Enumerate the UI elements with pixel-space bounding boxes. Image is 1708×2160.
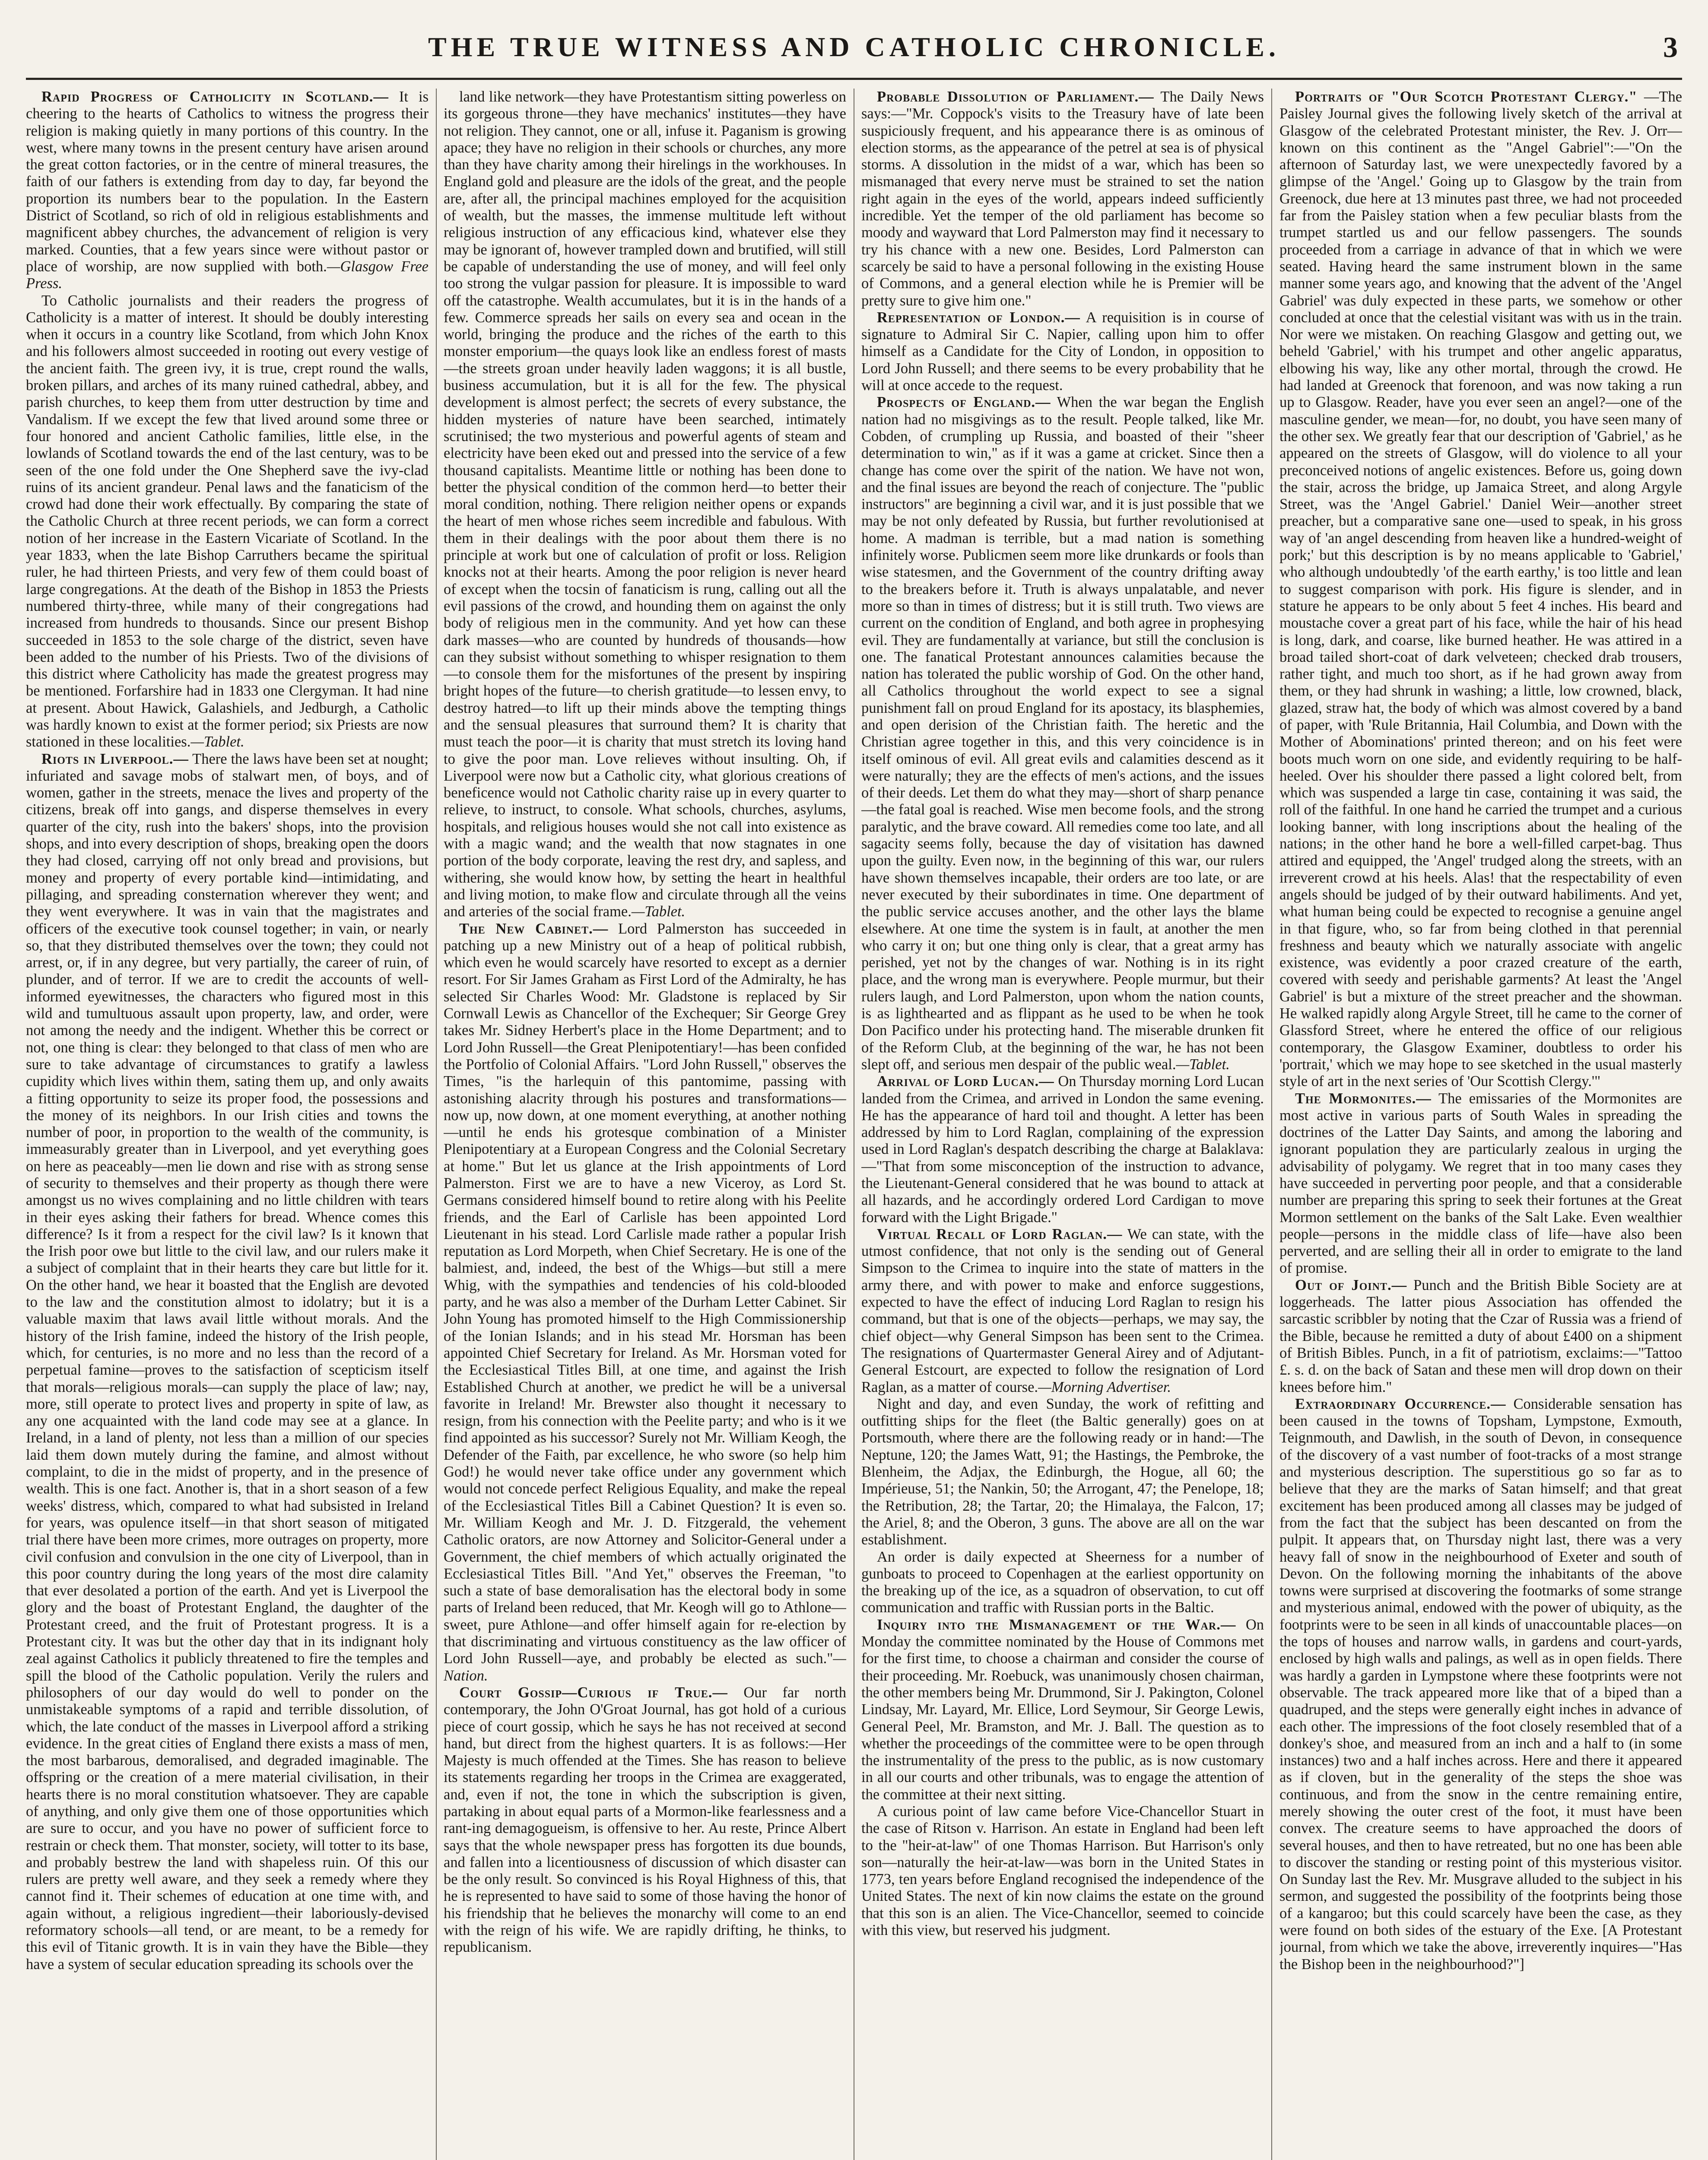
article: [26, 751, 429, 1973]
article-paragraph: [861, 1396, 1264, 1549]
article-heading: Representation of London.—: [877, 309, 1080, 326]
article-paragraph: [444, 89, 846, 921]
article: [444, 89, 846, 921]
article: [1279, 89, 1682, 1090]
newspaper-title: THE TRUE WITNESS AND CATHOLIC CHRONICLE.: [428, 32, 1280, 62]
article-heading: Out of Joint.—: [1295, 1277, 1407, 1293]
column-4: [1279, 89, 1682, 2160]
article-heading: Riots in Liverpool.—: [41, 750, 189, 767]
article-body: The Daily News says:—"Mr. Coppock's visits to the Treasury have of late been suspiciously frequent, and his appearance there is as ominous of election storms, as the appearance of the petrel at sea is of physical storms. A dissolution in the midst of a war, which has been so mismanaged that every nerve must be strained to set the nation right again in the eyes of the world, appears indeed sufficiently incredible. Yet the temper of the old parliament has become so moody and wayward that Lord Palmerston may find it necessary to try his chance with a new one. Besides, Lord Palmerston can scarcely be said to have a personal following in the existing House of Commons, and a general election while he is Premier will be pretty sure to give him one.": [861, 89, 1264, 309]
article-paragraph: [26, 751, 429, 1973]
column-rule: [436, 89, 437, 2160]
article-heading: Virtual Recall of Lord Raglan.—: [877, 1226, 1123, 1242]
article-body: An order is daily expected at Sheerness for a number of gunboats to proceed to Copenhagen at the earliest opportunity on the breaking up of the ice, as a squadron of observation, to cut off communication and traffic with Russian ports in the Baltic.: [861, 1548, 1264, 1616]
article: [861, 1226, 1264, 1396]
article-heading: Rapid Progress of Catholicity in Scotland.—: [41, 89, 389, 105]
columns-area: [26, 89, 1682, 2160]
article-source: —Tablet.: [631, 903, 686, 920]
article-heading: The Mormonites.—: [1295, 1090, 1432, 1107]
article-body: On Thursday morning Lord Lucan landed from the Crimea, and arrived in London the same evening. He has the appearance of hard toil and thought. A letter has been addressed by him to Lord Raglan, complaining of the expression used in Lord Raglan's despatch describing the charge at Balaklava:—"That from some misconception of the instruction to advance, the Lieutenant-General considered that he was bound to attack at all hazards, and he accordingly ordered Lord Cardigan to move forward with the Light Brigade.": [861, 1073, 1264, 1226]
article-body: A curious point of law came before Vice-Chancellor Stuart in the case of Ritson v. Harrison. An estate in England had been left to the "heir-at-law" of one Thomas Harrison. But Harrison's only son—naturally the heir-at-law—was born in the United States in 1773, ten years before England recognised the independence of the United States. The next of kin now claims the estate on the ground that this son is an alien. The Vice-Chancellor, seemed to coincide with this view, but reserved his judgment.: [861, 1803, 1264, 1939]
article-body: land like network—they have Protestantism sitting powerless on its gorgeous throne—they have mechanics' institutes—they have not religion. They cannot, one or all, infuse it. Paganism is growing apace; they have no religion in their schools or churches, any more than they have charity among their hirelings in the workhouses. In England gold and pleasure are the idols of the great, and the people are, after all, the principal machines employed for the acquisition of wealth, but the masses, the immense multitude left without religious instruction of any efficacious kind, whatever else they may be ignorant of, however trampled down and brutified, will still be capable of understanding the use of money, and will feel only too strong the vulgar passion for pleasure. It is impossible to ward off the catastrophe. Wealth accumulates, but it is in the hands of a few. Commerce spreads her sails on every sea and ocean in the world, bringing the produce and the riches of the earth to this monster emporium—the quays look like an endless forest of masts—the streets groan under heavily laden waggons; it is all bustle, business accumulation, but it is all for the few. The physical development is almost perfect; the secrets of every substance, the hidden mysteries of nature have been searched, intimately scrutinised; the two mysterious and powerful agents of steam and electricity have been eked out and pressed into the service of a few thousand capitalists. Meantime little or nothing has been done to better the physical condition of the common herd—to better their moral condition, nothing. There religion neither opens or expands the heart of men whose riches seem incredible and fabulous. With them in their dealings with the poor about them there is no principle at work but one of calculation of profit or loss. Religion knocks not at their hearts. Among the poor religion is never heard of except when the tocsin of fanaticism is rung, calling out all the evil passions of the crowd, and hounding them on against the only body of religious men in the community. And yet how can these dark masses—who are counted by hundreds of thousands—how can they subsist without something to whisper resignation to them—to console them for the misfortunes of the present by inspiring bright hopes of the future—to cherish gratitude—to lessen envy, to destroy hatred—to lift up their minds above the tempting things and the sensual pleasures that surround them? It is charity that must teach the poor—it is charity that must stretch its loving hand to give the poor man. Love relieves without insulting. Oh, if Liverpool were now but a Catholic city, what glorious creations of beneficence would not Catholic charity raise up in every quarter to relieve, to instruct, to console. What schools, churches, asylums, hospitals, and religious houses would she not call into existence as with a magic wand; and the wealth that now stagnates in one portion of the body corporate, leaving the rest dry, and sapless, and withering, she would know how, by setting the heart in healthful and living motion, to make flow and circulate through all the veins and arteries of the social frame.: [444, 89, 846, 920]
article: [26, 89, 429, 292]
article-paragraph: [861, 1549, 1264, 1617]
article-paragraph: [26, 292, 429, 751]
column-3: [861, 89, 1264, 2160]
article: [861, 1617, 1264, 1803]
article-paragraph: [444, 921, 846, 1684]
article-paragraph: [26, 89, 429, 292]
article-paragraph: [861, 394, 1264, 1073]
article: [861, 1396, 1264, 1549]
article-body: —The Paisley Journal gives the following lively sketch of the arrival at Glasgow of the celebrated Protestant minister, the Rev. J. Orr—known on this continent as the "Angel Gabriel":—"On the afternoon of Saturday last, we were unexpectedly favored by a glimpse of the 'Angel.' Going up to Glasgow by the train from Greenock, due here at 13 minutes past three, we had not proceeded far from the Paisley station when a few peculiar blasts from the trumpet startled us and our fellow passengers. The sounds proceeded from a carriage in advance of that in which we were seated. Having heard the same instrument blown in the same manner some years ago, and knowing that the advent of the 'Angel Gabriel' was duly expected in these parts, we somehow or other concluded at once that the celestial visitant was with us in the train. Nor were we mistaken. On reaching Glasgow and getting out, we beheld 'Gabriel,' with his trumpet and other angelic apparatus, elbowing his way, like any other mortal, through the crowd. He had landed at Greenock that forenoon, and was now taking a run up to Glasgow. Reader, have you ever seen an angel?—one of the masculine gender, we mean—for, no doubt, you have seen many of the other sex. We greatly fear that our description of 'Gabriel,' as he appeared on the streets of Glasgow, will do violence to all your preconceived notions of angelic existences. Before us, going down the stair, across the bridge, up Jamaica Street, and along Argyle Street, was the 'Angel Gabriel.' Daniel Weir—another street preacher, but a comparative sane one—used to speak, in his gross way of 'an angel descending from heaven like a hundred-weight of pork;' but this description is by no means applicable to 'Gabriel,' who although undoubtedly 'of the earth earthy,' is too little and lean to suggest comparison with pork. His figure is slender, and in stature he appears to be only about 5 feet 4 inches. His beard and moustache cover a great part of his face, while the hair of his head is long, dark, and coarse, like burned heather. He was attired in a broad tailed short-coat of dark velveteen; checked drab trousers, rather tight, and much too short, as if he had grown away from them, or they had shrunk in washing; a little, low crowned, black, glazed, straw hat, the body of which was almost covered by a band of paper, with 'Rule Britannia, Hail Columbia, and Down with the Mother of Abominations' printed thereon; and on his feet were boots much worn on one side, and evidently requiring to be half-heeled. Over his shoulder there passed a light colored belt, from which was suspended a large tin case, containing it was said, the roll of the faithful. In one hand he carried the trumpet and a curious looking banner, with long inscriptions about the healing of the nations; in the other hand he bore a well-filled carpet-bag. Thus attired and equipped, the 'Angel' trudged along the streets, with an irreverent crowd at his heels. Alas! that the respectability of even angels should be judged of by their outward habiliments. And yet, what human being could be expected to recognise a genuine angel in that figure, who, so far from being clothed in that perennial freshness and beauty which we naturally associate with angelic existence, was evidently a poor crazed creature of the earth, covered with seedy and perishable garments? At least the 'Angel Gabriel' is but a mixture of the street preacher and the showman. He walked rapidly along Argyle Street, till he came to the corner of Glassford Street, where he entered the office of our religious contemporary, the Glasgow Examiner, doubtless to order his 'portrait,' which we may hope to see sketched in the usual masterly style of art in the next series of 'Our Scottish Clergy.'": [1279, 89, 1682, 1090]
article-body: When the war began the English nation had no misgivings as to the result. People talked, like Mr. Cobden, of crumpling up Russia, and boasted of their "sheer determination to win," as if it was a game at cricket. Since then a change has come over the spirit of the nation. We have not won, and the final issues are beyond the reach of conjecture. The "public instructors" are beginning a civil war, and it is just possible that we may be not only defeated by Russia, but further revolutionised at home. A madman is terrible, but a mad nation is something infinitely worse. Publicmen seem more like drunkards or fools than wise statesmen, and the Government of the country drifting away to the breakers before it. Truth is always unpalatable, and never more so than in times of distress; but it is still truth. Two views are current on the condition of England, and both agree in prophesying evil. They are fundamentally at variance, but still the conclusion is one. The fanatical Protestant announces calamities because the nation has tolerated the public worship of God. On the other hand, all Catholics throughout the world expect to see a signal punishment fall on proud England for its apostacy, its blasphemies, and open derision of the Christian faith. The heretic and the Christian agree together in this, and this very coincidence is in itself ominous of evil. All great evils and calamities descend as it were naturally; they are the effects of men's actions, and the issues of their deeds. Let them do what they may—short of sharp penance—the fatal goal is reached. Wise men become fools, and the strong paralytic, and the brave coward. All remedies come too late, and all sagacity seems folly, because the day of visitation has dawned upon the guilty. Even now, in the beginning of this war, our rulers have shown themselves incapable, their orders are too late, or are never executed by their subordinates in time. One department of the public service accuses another, and the other lays the blame elsewhere. At one time the system is in fault, at another the men who carry it on; but one thing only is clear, that a great army has perished, yet not by the changes of war. Nothing is in its right place, and the wrong man is everywhere. People murmur, but their rulers laugh, and Lord Palmerston, upon whom the nation counts, is as lighthearted and as flippant as he used to be when he took Don Pacifico under his protecting hand. The miserable drunken fit of the Reform Club, at the beginning of the war, he has not been slept off, and serious men despair of the public weal.: [861, 394, 1264, 1073]
article-paragraph: [861, 1617, 1264, 1803]
article-body: Our far north contemporary, the John O'Groat Journal, has got hold of a curious piece of court gossip, which he says he has not received at second hand, but direct from the highest quarters. It is as follows:—Her Majesty is much offended at the Times. She has reason to believe its statements regarding her troops in the Crimea are exaggerated, and, even if not, the tone in which the subscription is given, partaking in about equal parts of a Mormon-like fearlessness and a rant-ing demagogueism, is offensive to her. Au reste, Prince Albert says that the whole newspaper press has forgotten its due bounds, and fallen into a licentiousness of discussion of which disaster can be the only result. So convinced is his Royal Highness of this, that he is represented to have said to some of those having the honor of his friendship that he believes the monarchy will come to an end with the reign of his wife. We are rapidly drifting, he thinks, to republicanism.: [444, 1684, 846, 1956]
article: [861, 1073, 1264, 1226]
article: [861, 309, 1264, 394]
column-rule: [1271, 89, 1272, 2160]
article-source: —Nation.: [444, 1650, 846, 1684]
page-number: 3: [1663, 31, 1678, 64]
article-body: There the laws have been set at nought; infuriated and savage mobs of stalwart men, of boys, and of women, gather in the streets, menace the lives and property of the citizens, break off into gangs, and disperse themselves in every quarter of the city, rush into the bakers' shops, into the provision shops, and into every description of shops, breaking open the doors they had closed, carrying off not only bread and provisions, but money and property of every portable kind—intimidating, and pillaging, and spreading consternation wherever they went; and they went everywhere. It was in vain that the magistrates and officers of the executive took counsel together; in vain, or nearly so, that they distributed themselves over the town; they could not arrest, or, if in any degree, but very partially, the career of ruin, of plunder, and of terror. If we are to credit the accounts of well-informed eyewitnesses, the characters who figured most in this wild and tumultuous assault upon property, law, and order, were not among the needy and the indigent. Whether this be correct or not, one thing is clear: they belonged to that class of men who are sure to take advantage of circumstances to gratify a lawless cupidity which lives within them, sating them up, and only awaits a fitting opportunity to seize its proper food, the possessions and the money of its neighbors. In our Irish cities and towns the number of poor, in proportion to the wealth of the community, is immeasurably greater than in Liverpool, and yet everything goes on here as peaceably—men lie down and rise with as strong sense of security to themselves and their property as though there were amongst us no wives complaining and no little children with tears in their eyes asking their fathers for bread. Whence comes this difference? Is it from a respect for the civil law? Is it known that the Irish poor owe but little to the civil law, and our rulers make it a subject of complaint that in their hearts they care but little for it. On the other hand, we hear it boasted that the English are devoted to the law and the constitution almost to idolatry; but it is a valuable maxim that laws avail little without morals. And the history of the Irish famine, indeed the history of the Irish people, which, for centuries, is no more and no less than the record of a perpetual famine—proves to the satisfaction of scepticism itself that morals—religious morals—can supply the place of law; nay, more, still operate to protect lives and property in spite of law, as any one acquainted with the land code may see at a glance. In Ireland, in a land of plenty, not less than a million of our species laid them down mutely during the famine, and almost without complaint, to die in the midst of property, and in the presence of wealth. This is one fact. Another is, that in a short season of a few weeks' distress, which, compared to what had subsisted in Ireland for years, was opulence itself—in that short season of mitigated trial there have been more crimes, more outrages on property, more civil confusion and convulsion in the one city of Liverpool, than in this poor country during the long years of the most dire calamity that ever desolated a portion of the earth. And yet is Liverpool the glory and the boast of Protestant England, the daughter of the Protestant creed, and the fruit of Protestant progress. It is a Protestant city. It was but the other day that in its indignant holy zeal against Catholics it publicly threatened to fire the temples and spill the blood of the Catholic population. Verily the rulers and philosophers of our day would do well to ponder on the unmistakeable symptoms of a rapid and terrible dissolution, of which, the late conduct of the masses in Liverpool afford a striking evidence. In the great cities of England there exists a mass of men, the most barbarous, demoralised, and degraded imaginable. The offspring or the creation of a mere material civilisation, in their hearts there is no moral constitution whatsoever. They are capable of anything, and only give them one of those opportunities which are sure to occur, and you have no power of sufficient force to restrain or check them. That monster, society, will totter to its base, and probably bestrew the land with shapeless ruin. Of this our rulers are pretty well aware, and they seek a remedy where they cannot find it. Their schemes of education at one time with, and again without, a religious ingredient—their laboriously-devised reformatory schools—all tend, or are meant, to be a remedy for this evil of Titanic growth. It is in vain they have the Bible—they have a system of secular education spreading its schools over the: [26, 750, 429, 1973]
article-body: We can state, with the utmost confidence, that not only is the sending out of General Simpson to the Crimea to inquire into the state of matters in the army there, and with power to make and enforce suggestions, expected to have the effect of inducing Lord Raglan to resign his command, but that is one of the objects—perhaps, we may say, the chief object—why General Simpson has been sent to the Crimea. The resignations of Quartermaster General Airey and of Adjutant-General Estcourt, are expected to follow the resignation of Lord Raglan, as a matter of course.: [861, 1226, 1264, 1395]
article-source: —Glasgow Free Press.: [26, 258, 429, 292]
article: [1279, 1090, 1682, 1277]
article-heading: Inquiry into the Mismanagement of the War.—: [877, 1616, 1236, 1633]
article-heading: Prospects of England.—: [877, 394, 1051, 411]
article-paragraph: [861, 1226, 1264, 1396]
article-body: Lord Palmerston has succeeded in patching up a new Ministry out of a heap of political rubbish, which even he would scarcely have resorted to except as a dernier resort. For Sir James Graham as First Lord of the Admiralty, he has selected Sir Charles Wood: Mr. Gladstone is replaced by Sir Cornwall Lewis as Chancellor of the Exchequer; Sir George Grey takes Mr. Sidney Herbert's place in the Home Department; and to Lord John Russell—the Great Plenipotentiary!—has been confided the Portfolio of Colonial Affairs. "Lord John Russell," observes the Times, "is the harlequin of this pantomime, passing with astonishing alacrity through his postures and transformations—now up, now down, at one moment everything, at another nothing—until he ends his grotesque combination of a Minister Plenipotentiary at a European Congress and the Colonial Secretary at home." But let us glance at the Irish appointments of Lord Palmerston. First we are to have a new Viceroy, as Lord St. Germans considered himself bound to retire along with his Peelite friends, and the Earl of Carlisle has been appointed Lord Lieutenant in his stead. Lord Carlisle made rather a popular Irish reputation as Lord Morpeth, when Chief Secretary. He is one of the balmiest, and, indeed, the best of the Whigs—but still a mere Whig, with the sympathies and tendencies of his cold-blooded party, and he was also a member of the Durham Letter Cabinet. Sir John Young has promoted himself to the High Commissionership of the Ionian Islands; and in his stead Mr. Horsman has been appointed Chief Secretary for Ireland. As Mr. Horsman voted for the Ecclesiastical Titles Bill, at one time, and against the Irish Established Church at another, we predict he will be a universal favorite in Ireland! Mr. Brewster also thought it necessary to resign, from his connection with the Peelite party; and who is it we find appointed as his successor? Surely not Mr. William Keogh, the Defender of the Faith, par excellence, he who swore (so help him God!) he would never take office under any government which would not concede perfect Religious Equality, and make the repeal of the Ecclesiastical Titles Bill a Cabinet Question? It is even so. Mr. William Keogh and Mr. J. D. Fitzgerald, the vehement Catholic orators, are now Attorney and Solicitor-General under a Government, the chief members of which actually originated the Ecclesiastical Titles Bill. "And Yet," observes the Freeman, "to such a state of base demoralisation has the electoral body in some parts of Ireland been reduced, that Mr. Keogh will go to Athlone—sweet, pure Athlone—and offer himself again for re-election by that discriminating and virtuous constituency as the law officer of Lord John Russell—aye, and probably be elected as such.": [444, 920, 846, 1667]
column-1: [26, 89, 429, 2160]
article-source: —Morning Advertiser.: [1038, 1379, 1171, 1395]
article-paragraph: [444, 1684, 846, 1956]
article-heading: Court Gossip—Curious if True.—: [459, 1684, 728, 1701]
masthead: [26, 13, 1682, 80]
article: [861, 89, 1264, 309]
article-body: On Monday the committee nominated by the House of Commons met for the first time, to choose a chairman and consider the course of their proceeding. Mr. Roebuck, was unanimously chosen chairman, the other members being Mr. Drummond, Sir J. Pakington, Colonel Lindsay, Mr. Layard, Mr. Ellice, Lord Seymour, Sir George Lewis, General Peel, Mr. Bramston, and Mr. J. Ball. The question as to whether the proceedings of the committee were to be open through the instrumentality of the press to the public, as is now customary in all our courts and other tribunals, was to engage the attention of the committee at their next sitting.: [861, 1616, 1264, 1803]
article: [1279, 1277, 1682, 1396]
article-body: It is cheering to the hearts of Catholics to witness the progress their religion is making quietly in many portions of this country. In the west, where many towns in the present century have arisen around the great cotton factories, or in the centre of mineral treasures, the faith of our fathers is extending from day to day, far beyond the proportion its numbers bear to the population. In the Eastern District of Scotland, so rich of old in religious establishments and magnificent abbey churches, the advancement of religion is very marked. Counties, that a few years since were without pastor or place of worship, are now supplied with both.: [26, 89, 429, 275]
article-heading: Arrival of Lord Lucan.—: [877, 1073, 1054, 1090]
article: [26, 292, 429, 751]
article-paragraph: [861, 309, 1264, 394]
article: [1279, 1396, 1682, 1973]
article-heading: Probable Dissolution of Parliament.—: [877, 89, 1154, 105]
article: [444, 1684, 846, 1956]
article-paragraph: [1279, 1277, 1682, 1396]
article-heading: Portraits of "Our Scotch Protestant Clergy.": [1295, 89, 1638, 105]
article-body: Punch and the British Bible Society are at loggerheads. The latter pious Association has offended the sarcastic scribbler by noting that the Czar of Russia was a friend of the Bible, because he remitted a duty of about £400 on a shipment of British Bibles. Punch, in a fit of patriotism, exclaims:—"Tattoo £. s. d. on the back of Satan and these men will drop down on their knees before him.": [1279, 1277, 1682, 1395]
column-2: [444, 89, 846, 2160]
article-source: —Tablet.: [1176, 1056, 1230, 1073]
article-heading: The New Cabinet.—: [459, 920, 609, 937]
article: [861, 1803, 1264, 1939]
article-paragraph: [1279, 1396, 1682, 1973]
article-body: To Catholic journalists and their readers the progress of Catholicity is a matter of interest. It should be doubly interesting when it occurs in a country like Scotland, from which John Knox and his followers almost succeeded in rooting out every vestige of the ancient faith. The green ivy, it is true, crept round the walls, broken pillars, and arches of its many ruined cathedral, abbey, and parish churches, to keep them from utter destruction by time and Vandalism. If we except the few that lived around some three or four honored and ancient Catholic families, little else, in the lowlands of Scotland towards the end of the last century, was to be seen of the one fold under the One Shepherd save the ivy-clad ruins of its ancient grandeur. Penal laws and the fanaticism of the crowd had done their work effectually. By comparing the state of the Catholic Church at three recent periods, we can form a correct notion of her increase in the Eastern Vicariate of Scotland. In the year 1833, when the late Bishop Carruthers became the spiritual ruler, he had thirteen Priests, and very few of them could boast of large congregations. At the death of the Bishop in 1853 the Priests numbered thirty-three, while many of their congregations had increased from hundreds to thousands. Since our present Bishop succeeded in 1853 to the sole charge of the district, seven have been added to the number of his Priests. Two of the divisions of this district where Catholicity has made the greatest progress may be mentioned. Forfarshire had in 1833 one Clergyman. It had nine at present. About Hawick, Galashiels, and Jedburgh, a Catholic was hardly known to exist at the former period; six Priests are now stationed in these localities.: [26, 292, 429, 750]
article-paragraph: [861, 1803, 1264, 1939]
article-paragraph: [1279, 1090, 1682, 1277]
article-source: —Tablet.: [190, 734, 244, 750]
article: [444, 921, 846, 1684]
article-heading: Extraordinary Occurrence.—: [1295, 1395, 1506, 1412]
article-body: Considerable sensation has been caused in the towns of Topsham, Lympstone, Exmouth, Teignmouth, and Dawlish, in the south of Devon, in consequence of the discovery of a vast number of foot-tracks of a most strange and mysterious description. The superstitious go so far as to believe that they are the marks of Satan himself; and that great excitement has been produced among all classes may be judged of from the fact that the subject has been descanted on from the pulpit. It appears that, on Thursday night last, there was a very heavy fall of snow in the neighbourhood of Exeter and south of Devon. On the following morning the inhabitants of the above towns were surprised at discovering the footmarks of some strange and mysterious animal, endowed with the power of ubiquity, as the footprints were to be seen in all kinds of unaccountable places—on the tops of houses and narrow walls, in gardens and court-yards, enclosed by high walls and palings, as well as in open fields. There was hardly a garden in Lympstone where these footprints were not observable. The track appeared more like that of a biped than a quadruped, and the steps were generally eight inches in advance of each other. The impressions of the foot closely resembled that of a donkey's shoe, and measured from an inch and a half to (in some instances) two and a half inches across. Here and there it appeared as if cloven, but in the generality of the steps the shoe was continuous, and from the snow in the centre remaining entire, merely showing the outer crest of the foot, it must have been convex. The creature seems to have approached the doors of several houses, and then to have retreated, but no one has been able to discover the standing or resting point of this mysterious visitor. On Sunday last the Rev. Mr. Musgrave alluded to the subject in his sermon, and suggested the possibility of the footprints being those of a kangaroo; but this could scarcely have been the case, as they were found on both sides of the estuary of the Exe. [A Protestant journal, from which we take the above, irreverently inquires—"Has the Bishop been in the neighbourhood?"]: [1279, 1395, 1682, 1973]
article-body: Night and day, and even Sunday, the work of refitting and outfitting ships for the fleet (the Baltic generally) goes on at Portsmouth, where there are the following ready or in hand:—The Neptune, 120; the James Watt, 91; the Hastings, the Pembroke, the Blenheim, the Adjax, the Edinburgh, the Hogue, all 60; the Impérieuse, 51; the Nankin, 50; the Arrogant, 47; the Penelope, 18; the Retribution, 28; the Tartar, 20; the Himalaya, the Falcon, 17; the Ariel, 8; and the Oberon, 3 guns. The above are all on the war establishment.: [861, 1395, 1264, 1548]
article-paragraph: [861, 89, 1264, 309]
article-paragraph: [1279, 89, 1682, 1090]
article-body: The emissaries of the Mormonites are most active in various parts of South Wales in spreading the doctrines of the Latter Day Saints, and among the laboring and ignorant population they are particularly zealous in urging the advisability of polygamy. We regret that in too many cases they have succeeded in perverting poor people, and that a considerable number are preparing this spring to seek their fortunes at the Great Mormon settlement on the banks of the Salt Lake. Even wealthier people—persons in the middle class of life—have also been perverted, and are selling their all in order to emigrate to the land of promise.: [1279, 1090, 1682, 1277]
article-body: A requisition is in course of signature to Admiral Sir C. Napier, calling upon him to offer himself as a Candidate for the City of London, in opposition to Lord John Russell; and there seems to be every probability that he will at once accede to the request.: [861, 309, 1264, 394]
article: [861, 394, 1264, 1073]
article: [861, 1549, 1264, 1617]
article-paragraph: [861, 1073, 1264, 1226]
